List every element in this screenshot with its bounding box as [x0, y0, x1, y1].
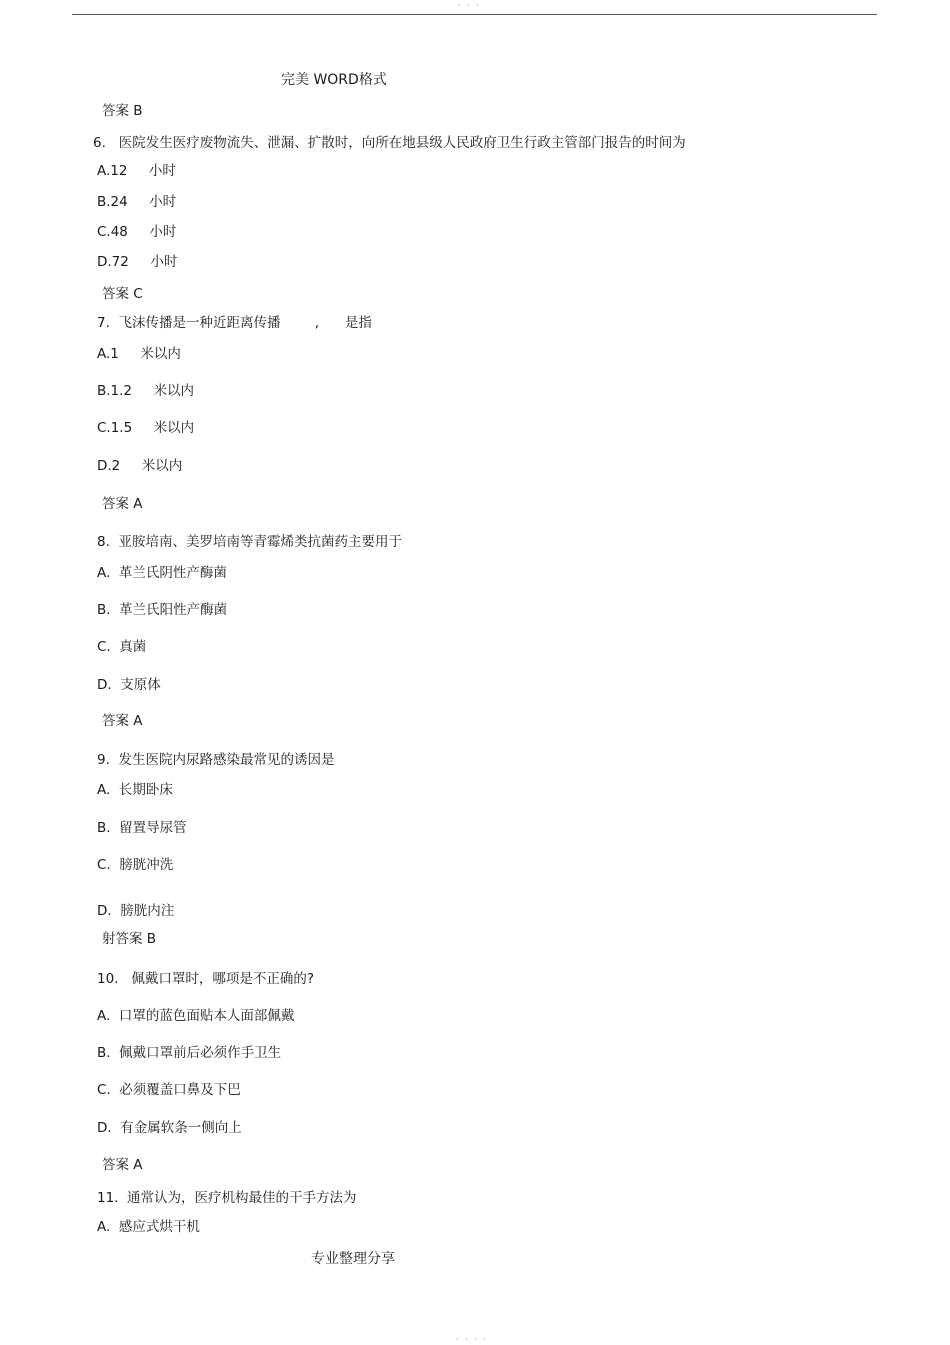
q10-option-a: A. 口罩的蓝色面贴本人面部佩戴 — [97, 1008, 295, 1024]
footer-dots: · · · · — [456, 1335, 488, 1344]
q7-option-d: D.2 米以内 — [97, 458, 183, 474]
q8-option-b: B. 革兰氏阳性产酶菌 — [97, 602, 228, 618]
answer-q5: 答案 B — [102, 103, 143, 119]
q10-option-d: D. 有金属软条一侧向上 — [97, 1120, 242, 1136]
question-11: 11. 通常认为，医疗机构最佳的干手方法为 — [97, 1190, 357, 1206]
q9-option-d: D. 膀胱内注 — [97, 903, 175, 919]
header-rule — [72, 14, 877, 15]
q6-option-c: C.48 小时 — [97, 224, 177, 240]
q6-option-b: B.24 小时 — [97, 194, 177, 210]
q9-option-b: B. 留置导尿管 — [97, 820, 187, 836]
q6-option-d: D.72 小时 — [97, 254, 178, 270]
q8-option-a: A. 革兰氏阴性产酶菌 — [97, 565, 227, 581]
q11-option-a: A. 感应式烘干机 — [97, 1219, 200, 1235]
answer-q6: 答案 C — [102, 286, 143, 302]
answer-q8: 答案 A — [102, 713, 143, 729]
q6-option-a: A.12 小时 — [97, 163, 176, 179]
q8-option-c: C. 真菌 — [97, 639, 147, 655]
answer-q9: 射答案 B — [102, 931, 157, 947]
q10-option-b: B. 佩戴口罩前后必须作手卫生 — [97, 1045, 282, 1061]
q7-option-b: B.1.2 米以内 — [97, 383, 194, 399]
question-8: 8. 亚胺培南、美罗培南等青霉烯类抗菌药主要用于 — [97, 534, 402, 550]
q10-option-c: C. 必须覆盖口鼻及下巴 — [97, 1082, 241, 1098]
q7-option-a: A.1 米以内 — [97, 346, 181, 362]
answer-q10: 答案 A — [102, 1157, 143, 1173]
q8-option-d: D. 支原体 — [97, 677, 161, 693]
page-header-title: 完美 WORD格式 — [281, 72, 387, 88]
question-6: 6. 医院发生医疗废物流失、泄漏、扩散时，向所在地县级人民政府卫生行政主管部门报告的时间为 — [93, 135, 686, 151]
q9-option-c: C. 膀胱冲洗 — [97, 857, 174, 873]
question-9: 9. 发生医院内尿路感染最常见的诱因是 — [97, 752, 335, 768]
answer-q7: 答案 A — [102, 496, 143, 512]
q9-option-a: A. 长期卧床 — [97, 782, 173, 798]
question-7: 7. 飞沫传播是一种近距离传播 , 是指 — [97, 315, 372, 331]
page-footer-text: 专业整理分享 — [311, 1251, 395, 1267]
q7-option-c: C.1.5 米以内 — [97, 420, 195, 436]
question-10: 10. 佩戴口罩时，哪项是不正确的? — [97, 971, 315, 987]
header-dots: · · · — [458, 1, 481, 10]
